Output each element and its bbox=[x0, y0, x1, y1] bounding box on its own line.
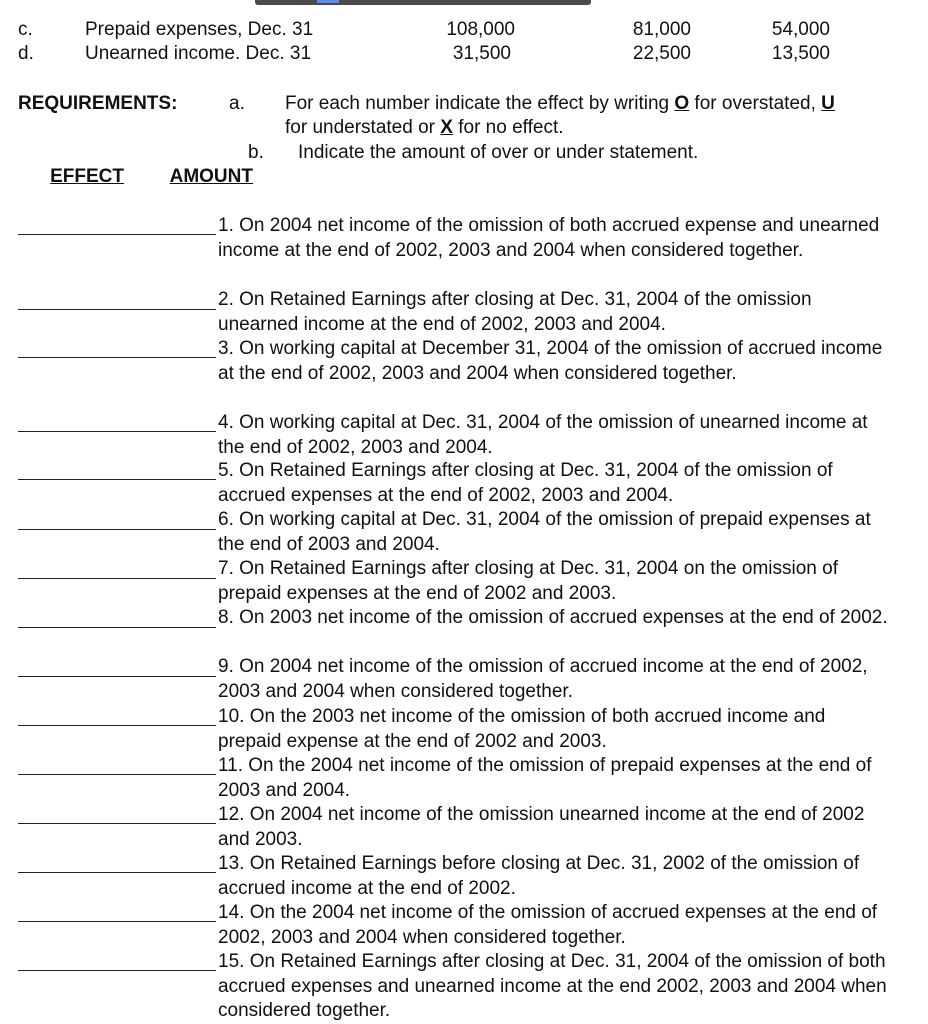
requirement-a-line1 bbox=[285, 92, 835, 115]
question-item: 10. On the 2003 net income of the omission of both accrued income and prepaid expense at the end of 2002 and 2003. bbox=[218, 706, 826, 752]
answer-blank-2[interactable] bbox=[18, 309, 216, 310]
row-label: Prepaid expenses, Dec. 31 bbox=[85, 19, 314, 40]
question-item: 15. On Retained Earnings after closing at Dec. 31, 2004 of the omission of both accrued expenses and unearned income at the end 2002, 2003 and 2004 when considered together. bbox=[218, 951, 887, 1021]
question-item: 11. On the 2004 net income of the omission of prepaid expenses at the end of 2003 and 2004. bbox=[218, 755, 872, 801]
question-item: 3. On working capital at December 31, 2004 of the omission of accrued income at the end of 2002, 2003 and 2004 when considered together. bbox=[218, 338, 883, 384]
top-scroll-bar bbox=[255, 0, 591, 5]
answer-blank-6[interactable] bbox=[18, 529, 216, 530]
req-a-text: for overstated, bbox=[694, 93, 816, 114]
question-item: 2. On Retained Earnings after closing at Dec. 31, 2004 of the omission unearned income at the end of 2002, 2003 and 2004. bbox=[218, 289, 812, 335]
value-2003: 22,500 bbox=[632, 43, 691, 64]
question-item: 8. On 2003 net income of the omission of accrued expenses at the end of 2002. bbox=[218, 607, 888, 628]
question-item: 5. On Retained Earnings after closing at Dec. 31, 2004 of the omission of accrued expenses at the end of 2002, 2003 and 2004. bbox=[218, 460, 833, 506]
answer-blank-9[interactable] bbox=[18, 676, 216, 677]
row-letter: d. bbox=[18, 43, 34, 64]
value-2004: 13,500 bbox=[771, 43, 830, 64]
top-bar-highlight bbox=[317, 0, 339, 3]
question-item: 12. On 2004 net income of the omission unearned income at the end of 2002 and 2003. bbox=[218, 804, 865, 850]
answer-blank-11[interactable] bbox=[18, 774, 216, 775]
effect-header bbox=[18, 166, 124, 188]
question-item: 9. On 2004 net income of the omission of accrued income at the end of 2002, 2003 and 2004 when considered together. bbox=[218, 656, 868, 702]
row-letter: c. bbox=[18, 19, 33, 40]
value-2004: 54,000 bbox=[771, 19, 830, 40]
req-a-text: For each number indicate the effect by writing bbox=[285, 93, 670, 114]
answer-blank-1[interactable] bbox=[18, 234, 216, 235]
answer-blank-4[interactable] bbox=[18, 431, 216, 432]
value-2003: 81,000 bbox=[632, 19, 691, 40]
req-a-text: for understated or bbox=[285, 117, 435, 138]
answer-blank-5[interactable] bbox=[18, 479, 216, 480]
effect-header-text: EFFECT bbox=[50, 166, 124, 187]
req-a-text: for no effect. bbox=[458, 117, 564, 138]
amount-header bbox=[124, 166, 253, 188]
question-item: 4. On working capital at Dec. 31, 2004 of the omission of unearned income at the end of 2002, 2003 and 2004. bbox=[218, 412, 868, 458]
understated-code: U bbox=[821, 93, 835, 114]
question-item: 13. On Retained Earnings before closing at Dec. 31, 2002 of the omission of accrued income at the end of 2002. bbox=[218, 853, 860, 899]
amount-header-text: AMOUNT bbox=[169, 166, 253, 187]
question-item: 6. On working capital at Dec. 31, 2004 of the omission of prepaid expenses at the end of 2003 and 2004. bbox=[218, 509, 871, 555]
no-effect-code: X bbox=[440, 117, 453, 138]
question-item: 14. On the 2004 net income of the omission of accrued expenses at the end of 2002, 2003 and 2004 when considered together. bbox=[218, 902, 878, 948]
requirement-b-text: Indicate the amount of over or under statement. bbox=[298, 142, 699, 163]
answer-blank-3[interactable] bbox=[18, 357, 216, 358]
question-item: 7. On Retained Earnings after closing at Dec. 31, 2004 on the omission of prepaid expenses at the end of 2002 and 2003. bbox=[218, 558, 838, 604]
answer-blank-10[interactable] bbox=[18, 725, 216, 726]
requirement-b-marker: b. bbox=[248, 142, 264, 163]
question-item: 1. On 2004 net income of the omission of both accrued expense and unearned income at the end of 2002, 2003 and 2004 when considered together. bbox=[218, 215, 880, 261]
answer-blank-13[interactable] bbox=[18, 872, 216, 873]
requirement-a-line2 bbox=[285, 116, 564, 139]
row-label: Unearned income. Dec. 31 bbox=[85, 43, 312, 64]
value-2002: 108,000 bbox=[446, 19, 515, 40]
requirement-a-marker: a. bbox=[229, 93, 245, 114]
answer-blank-15[interactable] bbox=[18, 970, 216, 971]
requirements-heading: REQUIREMENTS: bbox=[18, 93, 178, 114]
overstated-code: O bbox=[674, 93, 690, 114]
answer-blank-12[interactable] bbox=[18, 823, 216, 824]
answer-blank-8[interactable] bbox=[18, 627, 216, 628]
value-2002: 31,500 bbox=[452, 43, 511, 64]
answer-blank-7[interactable] bbox=[18, 578, 216, 579]
answer-blank-14[interactable] bbox=[18, 921, 216, 922]
